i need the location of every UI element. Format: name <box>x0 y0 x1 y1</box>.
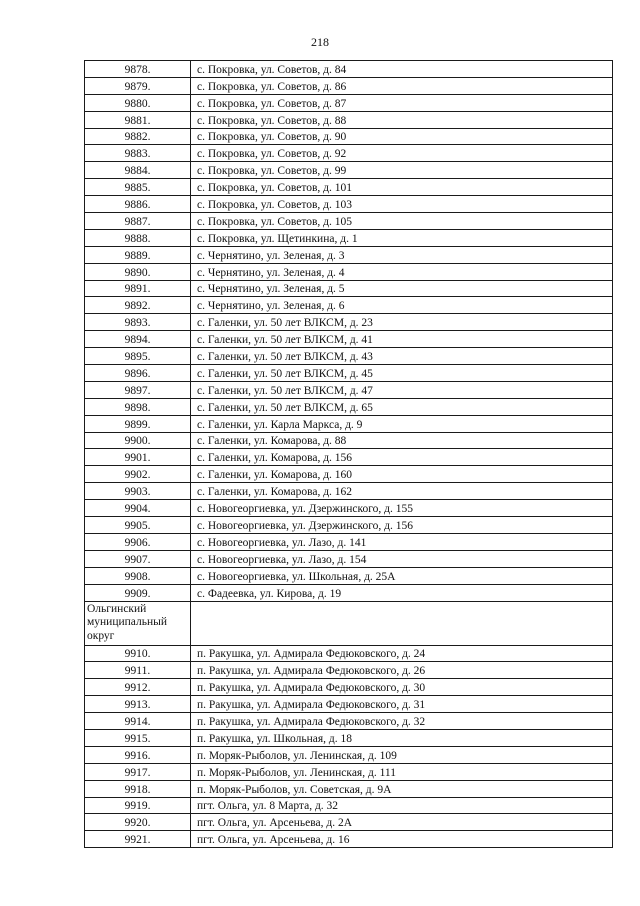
row-number: 9886. <box>85 196 191 213</box>
table-row <box>85 831 613 848</box>
section-header-row <box>85 601 613 645</box>
table-row <box>85 128 613 145</box>
row-number: 9895. <box>85 348 191 365</box>
row-address: п. Ракушка, ул. Адмирала Федюковского, д. 31 <box>191 696 613 713</box>
section-title: Ольгинский муниципальный округ <box>85 601 191 645</box>
row-number: 9890. <box>85 263 191 280</box>
section-empty-cell <box>191 601 613 645</box>
row-number: 9910. <box>85 645 191 662</box>
row-number: 9906. <box>85 533 191 550</box>
row-number: 9914. <box>85 713 191 730</box>
row-address: пгт. Ольга, ул. Арсеньева, д. 16 <box>191 831 613 848</box>
row-number: 9889. <box>85 246 191 263</box>
row-address: с. Покровка, ул. Советов, д. 105 <box>191 213 613 230</box>
row-number: 9894. <box>85 331 191 348</box>
table-row <box>85 196 613 213</box>
row-number: 9907. <box>85 550 191 567</box>
row-address: с. Новогеоргиевка, ул. Лазо, д. 154 <box>191 550 613 567</box>
row-address: с. Галенки, ул. 50 лет ВЛКСМ, д. 45 <box>191 365 613 382</box>
row-number: 9898. <box>85 398 191 415</box>
row-address: п. Ракушка, ул. Школьная, д. 18 <box>191 729 613 746</box>
table-row <box>85 483 613 500</box>
row-number: 9880. <box>85 94 191 111</box>
table-row <box>85 500 613 517</box>
page-number: 218 <box>311 35 329 49</box>
table-row <box>85 213 613 230</box>
table-row <box>85 466 613 483</box>
table-row <box>85 145 613 162</box>
table-row <box>85 729 613 746</box>
row-number: 9902. <box>85 466 191 483</box>
row-address: п. Моряк-Рыболов, ул. Советская, д. 9А <box>191 780 613 797</box>
table-row <box>85 814 613 831</box>
table-row <box>85 263 613 280</box>
row-address: с. Покровка, ул. Советов, д. 84 <box>191 61 613 78</box>
table-row <box>85 713 613 730</box>
table-row <box>85 763 613 780</box>
table-row <box>85 449 613 466</box>
row-address: п. Ракушка, ул. Адмирала Федюковского, д. 30 <box>191 679 613 696</box>
row-address: с. Новогеоргиевка, ул. Дзержинского, д. 155 <box>191 500 613 517</box>
table-row <box>85 179 613 196</box>
row-address: с. Галенки, ул. 50 лет ВЛКСМ, д. 47 <box>191 381 613 398</box>
row-number: 9887. <box>85 213 191 230</box>
row-number: 9916. <box>85 746 191 763</box>
table-row <box>85 432 613 449</box>
table-row <box>85 517 613 534</box>
table-row <box>85 398 613 415</box>
row-address: с. Галенки, ул. 50 лет ВЛКСМ, д. 65 <box>191 398 613 415</box>
row-address: с. Галенки, ул. Комарова, д. 162 <box>191 483 613 500</box>
row-number: 9899. <box>85 415 191 432</box>
row-number: 9888. <box>85 229 191 246</box>
row-number: 9904. <box>85 500 191 517</box>
row-address: с. Фадеевка, ул. Кирова, д. 19 <box>191 584 613 601</box>
table-row <box>85 94 613 111</box>
row-address: с. Чернятино, ул. Зеленая, д. 4 <box>191 263 613 280</box>
row-number: 9912. <box>85 679 191 696</box>
row-address: с. Покровка, ул. Щетинкина, д. 1 <box>191 229 613 246</box>
row-number: 9885. <box>85 179 191 196</box>
row-number: 9883. <box>85 145 191 162</box>
row-number: 9901. <box>85 449 191 466</box>
address-table-body-bottom <box>85 645 613 848</box>
row-address: с. Покровка, ул. Советов, д. 87 <box>191 94 613 111</box>
row-address: с. Чернятино, ул. Зеленая, д. 3 <box>191 246 613 263</box>
table-row <box>85 314 613 331</box>
row-number: 9909. <box>85 584 191 601</box>
table-row <box>85 662 613 679</box>
section-block <box>85 601 613 645</box>
row-address: с. Галенки, ул. 50 лет ВЛКСМ, д. 23 <box>191 314 613 331</box>
table-row <box>85 533 613 550</box>
table-row <box>85 280 613 297</box>
row-number: 9905. <box>85 517 191 534</box>
row-address: п. Ракушка, ул. Адмирала Федюковского, д. 24 <box>191 645 613 662</box>
table-row <box>85 567 613 584</box>
row-number: 9903. <box>85 483 191 500</box>
table-row <box>85 111 613 128</box>
row-address: с. Покровка, ул. Советов, д. 90 <box>191 128 613 145</box>
table-row <box>85 246 613 263</box>
table-row <box>85 348 613 365</box>
row-number: 9913. <box>85 696 191 713</box>
row-address: с. Галенки, ул. 50 лет ВЛКСМ, д. 41 <box>191 331 613 348</box>
table-row <box>85 229 613 246</box>
row-number: 9917. <box>85 763 191 780</box>
row-address: п. Ракушка, ул. Адмирала Федюковского, д. 32 <box>191 713 613 730</box>
row-number: 9896. <box>85 365 191 382</box>
table-row <box>85 584 613 601</box>
row-address: с. Покровка, ул. Советов, д. 101 <box>191 179 613 196</box>
table-row <box>85 381 613 398</box>
table-row <box>85 696 613 713</box>
row-number: 9879. <box>85 77 191 94</box>
row-number: 9908. <box>85 567 191 584</box>
row-address: п. Ракушка, ул. Адмирала Федюковского, д. 26 <box>191 662 613 679</box>
table-row <box>85 331 613 348</box>
address-table <box>84 60 613 848</box>
row-number: 9911. <box>85 662 191 679</box>
row-number: 9881. <box>85 111 191 128</box>
row-number: 9921. <box>85 831 191 848</box>
row-address: с. Галенки, ул. 50 лет ВЛКСМ, д. 43 <box>191 348 613 365</box>
table-row <box>85 679 613 696</box>
row-address: с. Новогеоргиевка, ул. Дзержинского, д. 156 <box>191 517 613 534</box>
table-row <box>85 162 613 179</box>
table-row <box>85 365 613 382</box>
row-number: 9919. <box>85 797 191 814</box>
address-table-body-top <box>85 61 613 602</box>
row-address: п. Моряк-Рыболов, ул. Ленинская, д. 109 <box>191 746 613 763</box>
row-number: 9915. <box>85 729 191 746</box>
table-row <box>85 77 613 94</box>
table-row <box>85 61 613 78</box>
row-number: 9918. <box>85 780 191 797</box>
row-address: с. Новогеоргиевка, ул. Лазо, д. 141 <box>191 533 613 550</box>
row-address: с. Галенки, ул. Комарова, д. 156 <box>191 449 613 466</box>
row-address: с. Покровка, ул. Советов, д. 99 <box>191 162 613 179</box>
row-address: п. Моряк-Рыболов, ул. Ленинская, д. 111 <box>191 763 613 780</box>
row-address: с. Покровка, ул. Советов, д. 86 <box>191 77 613 94</box>
row-number: 9878. <box>85 61 191 78</box>
row-number: 9891. <box>85 280 191 297</box>
row-address: пгт. Ольга, ул. Арсеньева, д. 2А <box>191 814 613 831</box>
row-address: с. Чернятино, ул. Зеленая, д. 5 <box>191 280 613 297</box>
row-address: с. Новогеоргиевка, ул. Школьная, д. 25А <box>191 567 613 584</box>
row-address: с. Галенки, ул. Комарова, д. 88 <box>191 432 613 449</box>
row-address: с. Галенки, ул. Карла Маркса, д. 9 <box>191 415 613 432</box>
row-address: с. Покровка, ул. Советов, д. 92 <box>191 145 613 162</box>
row-number: 9920. <box>85 814 191 831</box>
row-address: с. Покровка, ул. Советов, д. 88 <box>191 111 613 128</box>
table-row <box>85 645 613 662</box>
table-row <box>85 415 613 432</box>
table-row <box>85 746 613 763</box>
table-row <box>85 550 613 567</box>
row-address: с. Галенки, ул. Комарова, д. 160 <box>191 466 613 483</box>
row-number: 9893. <box>85 314 191 331</box>
row-number: 9897. <box>85 381 191 398</box>
table-row <box>85 797 613 814</box>
row-address: пгт. Ольга, ул. 8 Марта, д. 32 <box>191 797 613 814</box>
table-row <box>85 297 613 314</box>
row-number: 9892. <box>85 297 191 314</box>
row-address: с. Чернятино, ул. Зеленая, д. 6 <box>191 297 613 314</box>
row-address: с. Покровка, ул. Советов, д. 103 <box>191 196 613 213</box>
row-number: 9884. <box>85 162 191 179</box>
row-number: 9900. <box>85 432 191 449</box>
table-row <box>85 780 613 797</box>
row-number: 9882. <box>85 128 191 145</box>
